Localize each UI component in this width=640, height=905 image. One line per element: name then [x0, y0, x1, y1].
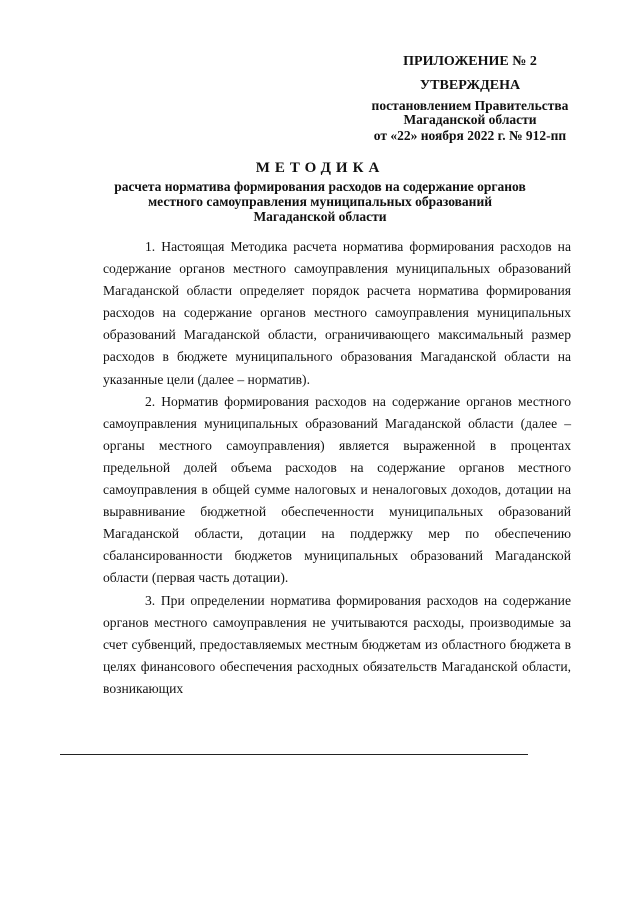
document-body	[103, 236, 571, 700]
region-line: Магаданской области	[403, 112, 537, 127]
subtitle-line-2: местного самоуправления муниципальных образований	[147, 194, 493, 209]
subtitle-line-3: Магаданской области	[253, 209, 387, 224]
approval-stamp: УТВЕРЖДЕНА	[419, 78, 521, 93]
footer-divider	[60, 754, 528, 755]
appendix-number: ПРИЛОЖЕНИЕ № 2	[403, 54, 537, 69]
decree-date-line: от «22» ноября 2022 г. № 912-пп	[373, 128, 567, 143]
paragraph-1: 1. Настоящая Методика расчета норматива формирования расходов на содержание органов местного самоуправления муниципальных образований Магаданской области определяет порядок расчета норматива формирования расходов на содержание органов местного самоуправления муниципальных образований Магаданской области, ограничивающего максимальный размер расходов в бюджете муниципального образования Магаданской области на указанные цели (далее – норматив).	[103, 239, 571, 387]
subtitle-line-1: расчета норматива формирования расходов на содержание органов	[114, 179, 526, 194]
document-title: МЕТОДИКА	[255, 160, 385, 176]
paragraph-2: 2. Норматив формирования расходов на содержание органов местного самоуправления муниципальных образований Магаданской области (далее – органы местного самоуправления) является выраженной в процентах предельной долей объема расходов на содержание органов местного самоуправления в общей сумме налоговых и неналоговых доходов, дотации на выравнивание бюджетной обеспеченности муниципальных образований Магаданской области, дотации на поддержку мер по обеспечению сбалансированности бюджетов муниципальных образований Магаданской области (первая часть дотации).	[103, 393, 571, 586]
decree-line: постановлением Правительства	[371, 98, 569, 113]
paragraph-3: 3. При определении норматива формирования расходов на содержание органов местного самоуправления не учитываются расходы, производимые за счет субвенций, предоставляемых местным бюджетам из областного бюджета в целях финансового обеспечения расходных обязательств Магаданской области, возникающих	[103, 592, 571, 696]
